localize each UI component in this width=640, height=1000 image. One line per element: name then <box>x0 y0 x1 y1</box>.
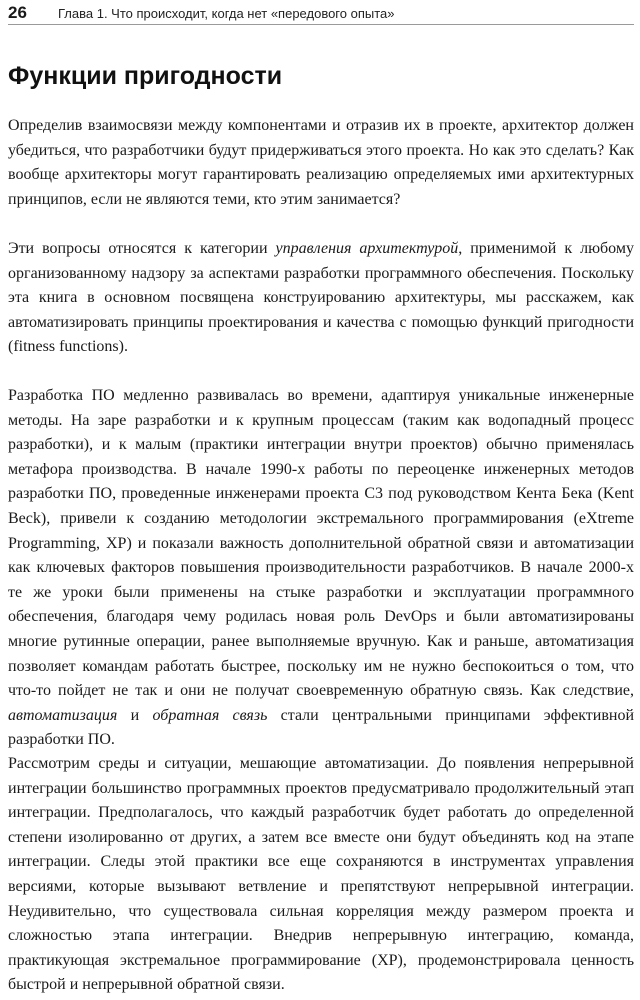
paragraph-4: Рассмотрим среды и ситуации, мешающие автоматизации. До появления непрерывной интеграции большинство программных проектов предусматривало продолжительный этап интеграции. Предполагалось, что каждый разработчик будет работать до определенной степени изолированно от других, а затем все вместе они будут объединять код на этапе интеграции. Следы этой практики все еще сохраняются в инструментах управления версиями, которые вызывают ветвление и препятствуют непрерывной интеграции. Неудивительно, что существовала сильная корреляция между размером проекта и сложностью этапа интеграции. Внедрив непрерывную интеграцию, команда, практикующая экстремальное программирование (XP), продемонстрировала ценность быстрой и непрерывной обратной связи. <box>8 755 634 994</box>
paragraph-1: Определив взаимосвязи между компонентами и отразив их в проекте, архитектор должен убедиться, что разработчики будут придерживаться этого проекта. Но как это сделать? Как вообще архитекторы могут гарантировать реализацию определяемых ими архитектурных принципов, если не являются теми, кто этим занимается? <box>8 117 634 208</box>
emphasis-architecture-governance: управления архитектурой <box>275 240 459 257</box>
emphasis-automation: автоматизация <box>8 706 118 724</box>
page-number: 26 <box>8 3 27 22</box>
paragraph-3 <box>8 384 634 753</box>
running-header <box>8 2 634 25</box>
paragraph-3-text-start: Разработка ПО медленно развивалась во времени, адаптируя уникальные инженерные методы. На заре разработки и к крупным процессам (таким как водопадный процесс разработки), и к малым (практики интеграции внутри проектов) обычно применялась метафора производства. В начале 1990-х работы по переоценке инженерных методов разработки ПО, проведенные инженерами проекта C3 под руководством Кента Бека (Kent Beck), привели к созданию методологии экстремального программирования (eXtreme Programming, XP) и показали важность дополнительной обратной связи и автоматизации как ключевых факторов повышения производительности разработчиков. В начале 2000-х те же уроки были применены на стыке разработки и эксплуатации программного обеспечения, благодаря чему родилась новая роль DevOps и были автоматизированы многие рутинные операции, ранее выполняемые вручную. Как и раньше, автоматизация позволяет командам работать быстрее, поскольку им не нужно беспокоиться о том, что что-то пойдет не так и они не получат своевременную обратную связь. Как следствие, <box>8 387 634 700</box>
emphasis-feedback: обратная связь <box>152 706 268 724</box>
section-heading: Функции пригодности <box>8 62 283 90</box>
paragraph-2 <box>8 237 634 360</box>
paragraph-3-text-mid: и <box>117 706 153 724</box>
paragraph-2-text-end: , применимой к любому организованному надзору за аспектами разработки программного обеспечения. Поскольку эта книга в основном посвящена конструированию архитектуры, мы расскажем, как автоматизировать принципы проектирования и качества с помощью функций пригодности (fitness functions). <box>8 240 635 356</box>
chapter-title: Глава 1. Что происходит, когда нет «передового опыта» <box>58 5 395 21</box>
paragraph-2-text-start: Эти вопросы относятся к категории <box>8 240 276 257</box>
paragraph-3-text-end: стали центральными принципами эффективной разработки ПО. <box>8 706 635 749</box>
